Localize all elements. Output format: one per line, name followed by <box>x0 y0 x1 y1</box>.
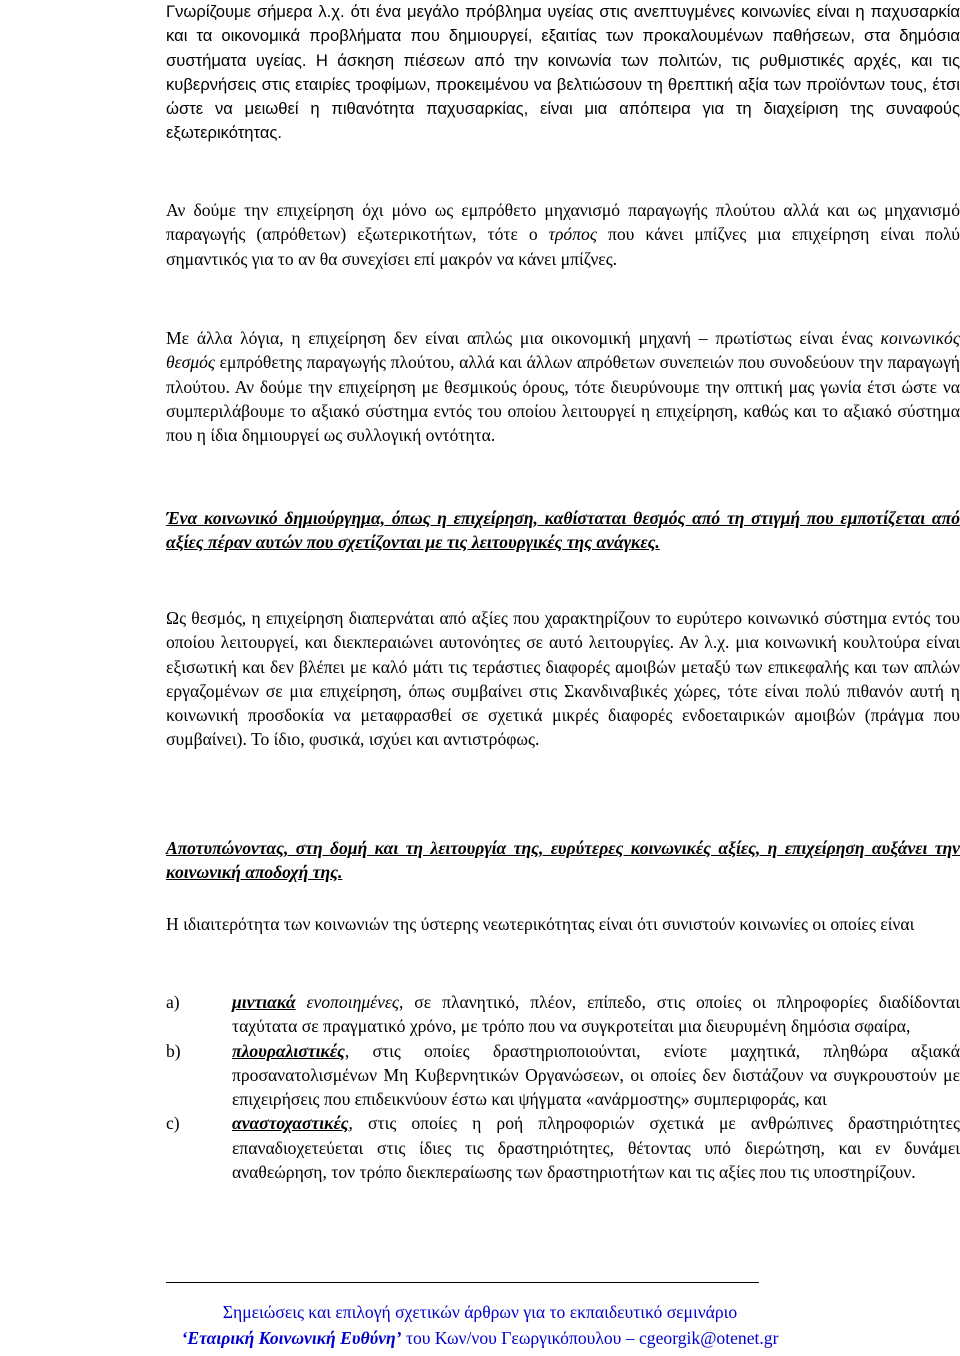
emphasis-statement-acceptance: Αποτυπώνοντας, στη δομή και τη λειτουργία της, ευρύτερες κοινωνικές αξίες, η επιχείρηση αυξάνει την κοινωνική αποδοχή της. <box>166 838 960 883</box>
societies-list <box>166 990 960 1184</box>
paragraph-text: Αν δούμε την επιχείρηση όχι μόνο ως εμπρόθετο μηχανισμό παραγωγής πλούτου αλλά και ως μηχανισμό παραγωγής (απρόθετων) εξωτερικοτήτων, τότε ο <box>166 200 960 245</box>
list-text: , στις οποίες δραστηριοποιούνται, ενίοτε μαχητικά, πληθώρα αξιακά προσανατολισμένων Μη Κυβερνητικών Οργανώσεων, οι οποίες δεν διστάζουν να συγκρουστούν με επιχειρήσεις που επιδεικνύουν έστω και ψήγματα «ανάρμοστης» συμπεριφοράς, και <box>232 1040 960 1110</box>
list-item <box>166 1111 960 1184</box>
paragraph-text: Η άσκηση πιέσεων από την κοινωνία των πολιτών, τις ρυθμιστικές αρχές, και τις κυβερνήσεις στις εταιρίες τροφίμων, προκειμένου να βελτιώσουν τη θρεπτική αξία των προϊόντων τους, έτσι ώστε να μειωθεί η πιθανότητα παχυσαρκίας, είναι μια απόπειρα για τη διαχείριση της συναφούς εξωτερικότητας. <box>166 50 960 143</box>
list-item <box>166 1039 960 1112</box>
list-text: , στις οποίες η ροή πληροφοριών σχετικά με ανθρώπινες δραστηριότητες επαναδιοχετεύεται στις ίδιες τις δραστηριότητες, θέτοντας υπό διερώτηση, και εν δυνάμει αναθεώρηση, τον τρόπο διεκπεραίωσης των δραστηριοτήτων και τις αξίες που τις υποστηρίζουν. <box>232 1113 960 1183</box>
italic-term: κοινωνικός θεσμός <box>166 328 960 373</box>
footer-author: του Κων/νου Γεωργικόπουλου – cgeorgik@otenet.gr <box>401 1328 779 1348</box>
list-keyword: πλουραλιστικές <box>232 1040 345 1061</box>
footer-line-seminar: Σημειώσεις και επιλογή σχετικών άρθρων για το εκπαιδευτικό σεμινάριο <box>222 1302 738 1322</box>
footnote-divider <box>166 1282 759 1283</box>
list-marker: a) <box>166 992 180 1012</box>
paragraph-text: που κάνει μπίζνες μια επιχείρηση είναι πολύ σημαντικός για το αν θα συνεχίσει επί μακρόν να κάνει μπίζνες. <box>166 224 960 269</box>
list-keyword: αναστοχαστικές <box>232 1113 349 1134</box>
paragraph-obesity-example <box>166 0 960 146</box>
list-marker: c) <box>166 1113 180 1134</box>
list-text: , σε πλανητικό, πλέον, επίπεδο, στις οποίες οι πληροφορίες διαδίδονται ταχύτατα σε πραγματικό χρόνο, με τρόπο που να συγκροτείται μια διευρυμένη δημόσια σφαίρα, <box>232 992 960 1037</box>
list-item <box>166 990 960 1039</box>
paragraph-text: Γνωρίζουμε σήμερα λ.χ. ότι ένα μεγάλο πρόβλημα υγείας στις ανεπτυγμένες κοινωνίες είναι η παχυσαρκία και τα οικονομικά προβλήματα που δημιουργεί, εξαιτίας των προκαλουμένων παθήσεων, στα δημόσια συστήματα υγείας. <box>166 2 960 70</box>
paragraph-text: εμπρόθετης παραγωγής πλούτου, αλλά και άλλων απρόθετων συνεπειών που συνοδεύουν την παραγωγή πλούτου. Αν δούμε την επιχείρηση με θεσμικούς όρους, τότε διευρύνουμε την οπτική μας γωνία έτσι ώστε να συμπεριλάβουμε το αξιακό σύστημα εντός του οποίου λειτουργεί η επιχείρηση, καθώς και το αξιακό σύστημα που η ίδια δημιουργεί ως συλλογική οντότητα. <box>166 352 960 446</box>
list-italic-term: ενοποιημένες <box>295 992 399 1012</box>
paragraph-text: Με άλλα λόγια, η επιχείρηση δεν είναι απλώς μια οικονομική μηχανή – πρωτίστως είναι ένας <box>166 328 881 348</box>
paragraph-social-institution <box>166 326 960 447</box>
paragraph-institution-values: Ως θεσμός, η επιχείρηση διαπερνάται από αξίες που χαρακτηρίζουν το ευρύτερο κοινωνικό σύστημα εντός του οποίου λειτουργεί, και διεκπεραιώνει αυτονόητες σε αυτό λειτουργίες. Αν λ.χ. μια κοινωνική κουλτούρα είναι εξισωτική και δεν βλέπει με καλό μάτι τις τεράστιες διαφορές αμοιβών μεταξύ των επικεφαλής και των απλών εργαζομένων σε μια επιχείρηση, όπως συμβαίνει στις Σκανδιναβικές χώρες, τότε είναι πολύ πιθανόν αυτή η κοινωνική προσδοκία να μεταφρασθεί σε σχετικά μικρές διαφορές ενδοεταιρικών αμοιβών (πράγμα που συμβαίνει). Το ίδιο, φυσικά, ισχύει και αντιστρόφως. <box>166 608 960 750</box>
footer-title: ‘Εταιρική Κοινωνική Ευθύνη’ <box>181 1328 402 1348</box>
paragraph-business-externalities <box>166 198 960 271</box>
list-marker: b) <box>166 1040 181 1061</box>
list-keyword: μιντιακά <box>232 992 296 1012</box>
italic-term: τρόπος <box>548 224 597 245</box>
paragraph-late-modernity: Η ιδιαιτερότητα των κοινωνιών της ύστερης νεωτερικότητας είναι ότι συνιστούν κοινωνίες οι οποίες είναι <box>166 914 915 934</box>
emphasis-statement-institution: Ένα κοινωνικό δημιούργημα, όπως η επιχείρηση, καθίσταται θεσμός από τη στιγμή που εμποτίζεται από αξίες πέραν αυτών που σχετίζονται με τις λειτουργικές της ανάγκες. <box>166 508 960 553</box>
footer-line-author <box>0 1326 960 1350</box>
